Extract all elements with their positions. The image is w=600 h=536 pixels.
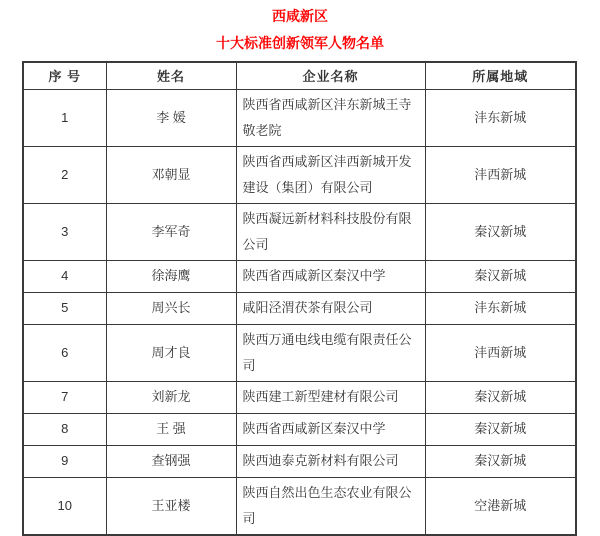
- company-cell: 陕西凝远新材料科技股份有限公司: [236, 203, 425, 260]
- region-cell: 秦汉新城: [425, 413, 576, 445]
- region-cell: 沣西新城: [425, 324, 576, 381]
- column-header-company: 企业名称: [236, 62, 425, 89]
- page-subtitle: 十大标准创新领军人物名单: [216, 35, 384, 51]
- name-cell: 李军奇: [106, 203, 236, 260]
- table-row: [23, 203, 576, 260]
- column-header-region: 所属地域: [425, 62, 576, 89]
- company-cell: 陕西省西咸新区沣西新城开发建设（集团）有限公司: [236, 146, 425, 203]
- serial-cell: 7: [23, 381, 106, 413]
- serial-cell: 9: [23, 445, 106, 477]
- name-cell: 查钢强: [106, 445, 236, 477]
- name-cell: 王亚楼: [106, 477, 236, 535]
- region-cell: 秦汉新城: [425, 445, 576, 477]
- column-header-name: 姓名: [106, 62, 236, 89]
- serial-cell: 5: [23, 292, 106, 324]
- company-cell: 陕西省西咸新区秦汉中学: [236, 260, 425, 292]
- company-cell: 陕西省西咸新区沣东新城王寺敬老院: [236, 89, 425, 146]
- company-cell: 陕西万通电线电缆有限责任公司: [236, 324, 425, 381]
- table-row: [23, 477, 576, 535]
- region-cell: 秦汉新城: [425, 203, 576, 260]
- table-row: [23, 292, 576, 324]
- page-title: 西咸新区: [272, 8, 328, 24]
- region-cell: 秦汉新城: [425, 260, 576, 292]
- company-cell: 咸阳泾渭茯茶有限公司: [236, 292, 425, 324]
- column-header-serial: 序 号: [23, 62, 106, 89]
- serial-cell: 10: [23, 477, 106, 535]
- name-cell: 周兴长: [106, 292, 236, 324]
- people-table: [22, 61, 577, 536]
- name-cell: 徐海鹰: [106, 260, 236, 292]
- header-row: [23, 62, 576, 89]
- name-cell: 邓朝显: [106, 146, 236, 203]
- table-row: [23, 260, 576, 292]
- name-cell: 王 强: [106, 413, 236, 445]
- serial-cell: 3: [23, 203, 106, 260]
- region-cell: 沣东新城: [425, 89, 576, 146]
- table-row: [23, 381, 576, 413]
- company-cell: 陕西省西咸新区秦汉中学: [236, 413, 425, 445]
- name-cell: 李 媛: [106, 89, 236, 146]
- company-cell: 陕西建工新型建材有限公司: [236, 381, 425, 413]
- company-cell: 陕西自然出色生态农业有限公司: [236, 477, 425, 535]
- table-row: [23, 324, 576, 381]
- serial-cell: 4: [23, 260, 106, 292]
- region-cell: 沣西新城: [425, 146, 576, 203]
- region-cell: 沣东新城: [425, 292, 576, 324]
- name-cell: 刘新龙: [106, 381, 236, 413]
- name-cell: 周才良: [106, 324, 236, 381]
- table-row: [23, 146, 576, 203]
- table-row: [23, 445, 576, 477]
- serial-cell: 2: [23, 146, 106, 203]
- table-row: [23, 89, 576, 146]
- serial-cell: 6: [23, 324, 106, 381]
- serial-cell: 1: [23, 89, 106, 146]
- table-row: [23, 413, 576, 445]
- company-cell: 陕西迪泰克新材料有限公司: [236, 445, 425, 477]
- region-cell: 秦汉新城: [425, 381, 576, 413]
- serial-cell: 8: [23, 413, 106, 445]
- region-cell: 空港新城: [425, 477, 576, 535]
